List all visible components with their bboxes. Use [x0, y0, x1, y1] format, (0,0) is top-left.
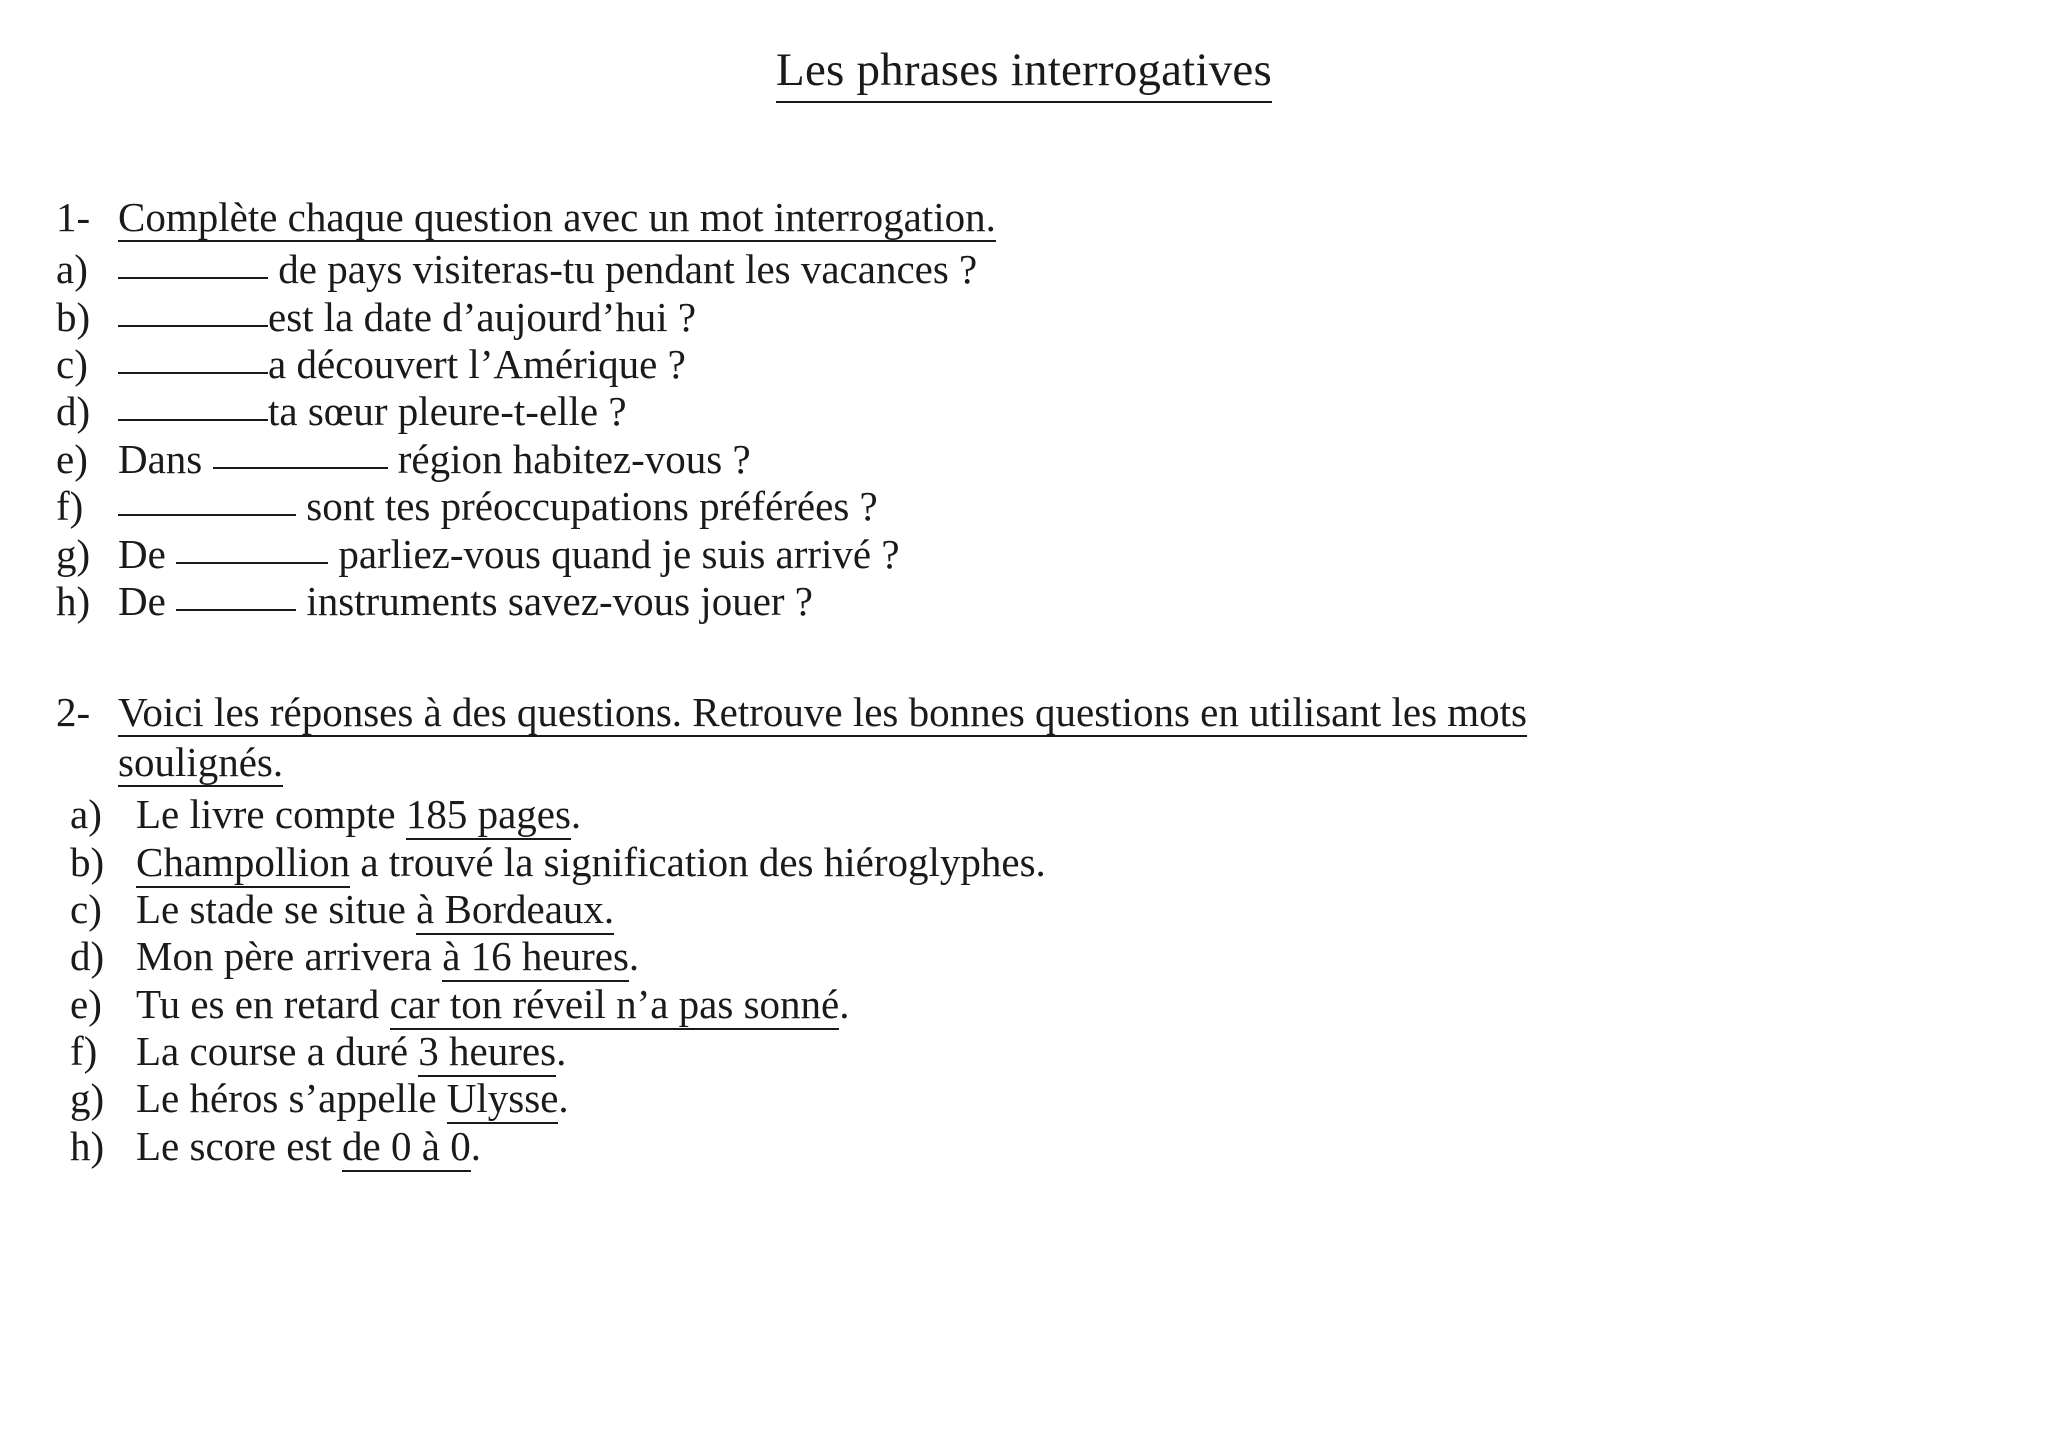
item-label: c)	[70, 885, 102, 932]
answer-blank[interactable]	[176, 536, 328, 564]
item-trailing-text: instruments savez-vous jouer ?	[296, 577, 813, 624]
item-text	[136, 1075, 569, 1122]
answer-blank[interactable]	[213, 441, 388, 469]
underlined-answer: 185 pages	[406, 791, 571, 840]
item-lead-text: Le score est	[136, 1122, 343, 1169]
exercise-1-instruction	[118, 192, 996, 242]
answer-blank[interactable]	[118, 488, 296, 516]
item-trailing-text: .	[628, 933, 640, 980]
exercise-2-item	[70, 1028, 2048, 1075]
item-trailing-text: est la date d’aujourd’hui ?	[268, 293, 697, 340]
exercise-2	[0, 625, 2048, 1170]
exercise-1-item	[56, 436, 2048, 483]
item-trailing-text: .	[839, 980, 850, 1027]
exercise-2-item	[70, 981, 2048, 1028]
item-trailing-text: .	[570, 791, 582, 838]
item-trailing-text: région habitez-vous ?	[387, 435, 751, 482]
exercise-1-number: 1-	[56, 194, 91, 241]
underlined-answer: 3 heures	[418, 1028, 556, 1077]
exercise-2-item	[70, 886, 2048, 933]
exercise-1-instruction-text: Complète chaque question avec un mot interrogation.	[118, 194, 996, 241]
exercise-1-item	[56, 246, 2048, 293]
item-trailing-text: .	[470, 1122, 481, 1169]
item-trailing-text: sont tes préoccupations préférées ?	[296, 483, 878, 530]
item-label: h)	[56, 577, 91, 624]
item-label: d)	[70, 933, 105, 980]
item-text	[136, 886, 614, 933]
item-label: g)	[70, 1075, 105, 1122]
item-text	[136, 1123, 481, 1170]
exercise-2-item	[70, 933, 2048, 980]
underlined-answer: de 0 à 0	[342, 1123, 471, 1172]
item-text	[136, 933, 639, 980]
underlined-answer: car ton réveil n’a pas sonné	[390, 981, 840, 1030]
item-trailing-text: a découvert l’Amérique ?	[268, 341, 686, 388]
answer-blank[interactable]	[176, 583, 296, 611]
item-label: d)	[56, 388, 91, 435]
item-label: e)	[70, 980, 102, 1027]
item-label: c)	[56, 341, 88, 388]
exercise-2-item-list	[0, 791, 2048, 1170]
underlined-answer: Ulysse	[447, 1075, 559, 1124]
item-lead-text: De	[118, 530, 177, 577]
item-lead-text: Le livre compte	[136, 791, 406, 838]
item-lead-text: Le héros s’appelle	[136, 1075, 447, 1122]
page-title: Les phrases interrogatives	[776, 43, 1272, 102]
item-label: h)	[70, 1122, 105, 1169]
exercise-2-item	[70, 1123, 2048, 1170]
item-label: b)	[70, 838, 105, 885]
exercise-2-heading	[0, 687, 2048, 787]
item-text	[136, 1028, 566, 1075]
item-label: f)	[56, 483, 84, 530]
answer-blank[interactable]	[118, 346, 268, 374]
underlined-answer: à 16 heures	[442, 933, 629, 982]
item-lead-text: Tu es en retard	[136, 980, 390, 1027]
exercise-1-item	[56, 294, 2048, 341]
underlined-answer: à Bordeaux.	[416, 886, 614, 935]
exercise-2-instruction-line-1: Voici les réponses à des questions. Retrouve les bonnes questions en utilisant les mots	[118, 689, 1528, 736]
item-trailing-text: a trouvé la signification des hiéroglyphes.	[350, 838, 1046, 885]
item-text	[136, 791, 581, 838]
exercise-2-item	[70, 839, 2048, 886]
item-text	[118, 531, 900, 578]
item-lead-text: Le stade se situe	[136, 885, 417, 932]
answer-blank[interactable]	[118, 299, 268, 327]
answer-blank[interactable]	[118, 251, 268, 279]
exercise-2-instruction-line-2: soulignés.	[118, 739, 284, 786]
item-trailing-text: .	[556, 1027, 567, 1074]
item-text	[136, 981, 850, 1028]
exercise-2-number: 2-	[56, 689, 91, 736]
item-label: b)	[56, 293, 91, 340]
item-lead-text: Dans	[118, 435, 213, 482]
exercise-1-heading	[0, 192, 2048, 242]
item-trailing-text: de pays visiteras-tu pendant les vacances ?	[268, 246, 978, 293]
exercise-2-item	[70, 1075, 2048, 1122]
item-trailing-text: .	[558, 1075, 569, 1122]
item-label: a)	[70, 791, 102, 838]
item-label: f)	[70, 1027, 98, 1074]
item-lead-text: De	[118, 577, 177, 624]
exercise-1-item	[56, 531, 2048, 578]
item-text	[118, 483, 878, 530]
item-text	[118, 578, 813, 625]
item-lead-text: La course a duré	[136, 1027, 419, 1074]
item-label: a)	[56, 246, 88, 293]
item-trailing-text: parliez-vous quand je suis arrivé ?	[328, 530, 900, 577]
exercise-1-item	[56, 341, 2048, 388]
answer-blank[interactable]	[118, 393, 268, 421]
exercise-1-item	[56, 388, 2048, 435]
underlined-answer: Champollion	[136, 839, 350, 888]
exercise-1-item	[56, 483, 2048, 530]
exercise-2-instruction	[118, 687, 1527, 787]
item-text	[118, 341, 686, 388]
item-label: e)	[56, 435, 88, 482]
exercise-1-item-list	[0, 246, 2048, 625]
title-container	[0, 0, 2048, 134]
item-text	[118, 246, 977, 293]
item-text	[118, 294, 696, 341]
item-trailing-text: ta sœur pleure-t-elle ?	[268, 388, 627, 435]
exercise-1-item	[56, 578, 2048, 625]
item-text	[118, 388, 627, 435]
item-text	[118, 436, 751, 483]
item-lead-text: Mon père arrivera	[136, 933, 443, 980]
item-label: g)	[56, 530, 91, 577]
item-text	[136, 839, 1046, 886]
exercise-2-item	[70, 791, 2048, 838]
exercise-1	[0, 134, 2048, 625]
